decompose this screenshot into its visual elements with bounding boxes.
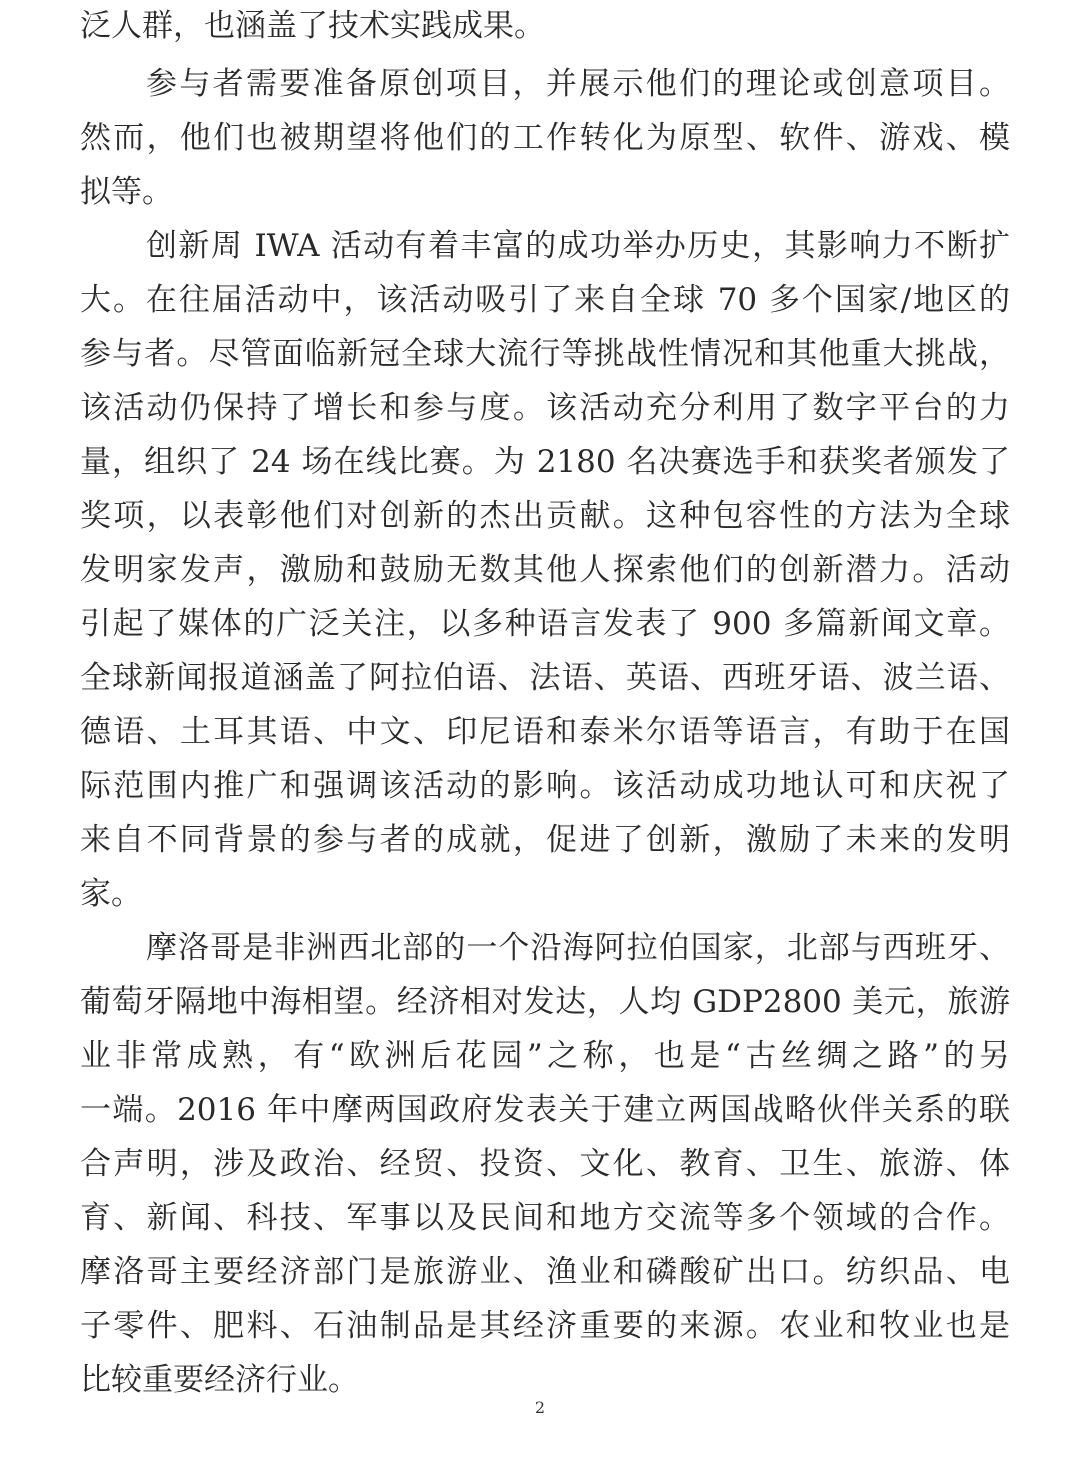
text-line: 子零件、肥料、石油制品是其经济重要的来源。农业和牧业也是 [80, 1308, 1010, 1344]
text-line: 发明家发声，激励和鼓励无数其他人探索他们的创新潜力。活动 [80, 552, 1010, 588]
paragraph-first-line: 参与者需要准备原创项目，并展示他们的理论或创意项目。 [146, 66, 1010, 102]
text-line: 业非常成熟，有“欧洲后花园”之称，也是“古丝绸之路”的另 [80, 1038, 1010, 1074]
text-line: 际范围内推广和强调该活动的影响。该活动成功地认可和庆祝了 [80, 768, 1010, 804]
text-line: 泛人群，也涵盖了技术实践成果。 [80, 8, 545, 44]
text-line: 葡萄牙隔地中海相望。经济相对发达，人均 GDP2800 美元，旅游 [80, 984, 1010, 1020]
text-line: 奖项，以表彰他们对创新的杰出贡献。这种包容性的方法为全球 [80, 498, 1010, 534]
text-line: 合声明，涉及政治、经贸、投资、文化、教育、卫生、旅游、体 [80, 1146, 1010, 1182]
text-line: 引起了媒体的广泛关注，以多种语言发表了 900 多篇新闻文章。 [80, 606, 1010, 642]
text-line: 一端。2016 年中摩两国政府发表关于建立两国战略伙伴关系的联 [80, 1092, 1010, 1128]
paragraph-first-line: 创新周 IWA 活动有着丰富的成功举办历史，其影响力不断扩 [146, 228, 1010, 264]
text-line: 家。 [80, 876, 142, 912]
paragraph-first-line: 摩洛哥是非洲西北部的一个沿海阿拉伯国家，北部与西班牙、 [146, 930, 1010, 966]
text-line: 全球新闻报道涵盖了阿拉伯语、法语、英语、西班牙语、波兰语、 [80, 660, 1010, 696]
text-line: 然而，他们也被期望将他们的工作转化为原型、软件、游戏、模 [80, 120, 1010, 156]
text-line: 育、新闻、科技、军事以及民间和地方交流等多个领域的合作。 [80, 1200, 1010, 1236]
text-line: 比较重要经济行业。 [80, 1362, 359, 1398]
page-number: 2 [534, 1398, 546, 1417]
text-line: 参与者。尽管面临新冠全球大流行等挑战性情况和其他重大挑战， [80, 336, 1010, 372]
text-line: 来自不同背景的参与者的成就，促进了创新，激励了未来的发明 [80, 822, 1010, 858]
text-line: 大。在往届活动中，该活动吸引了来自全球 70 多个国家/地区的 [80, 282, 1010, 318]
text-line: 量，组织了 24 场在线比赛。为 2180 名决赛选手和获奖者颁发了 [80, 444, 1010, 480]
text-line: 摩洛哥主要经济部门是旅游业、渔业和磷酸矿出口。纺织品、电 [80, 1254, 1010, 1290]
text-line: 拟等。 [80, 174, 173, 210]
text-line: 该活动仍保持了增长和参与度。该活动充分利用了数字平台的力 [80, 390, 1010, 426]
text-line: 德语、土耳其语、中文、印尼语和泰米尔语等语言，有助于在国 [80, 714, 1010, 750]
